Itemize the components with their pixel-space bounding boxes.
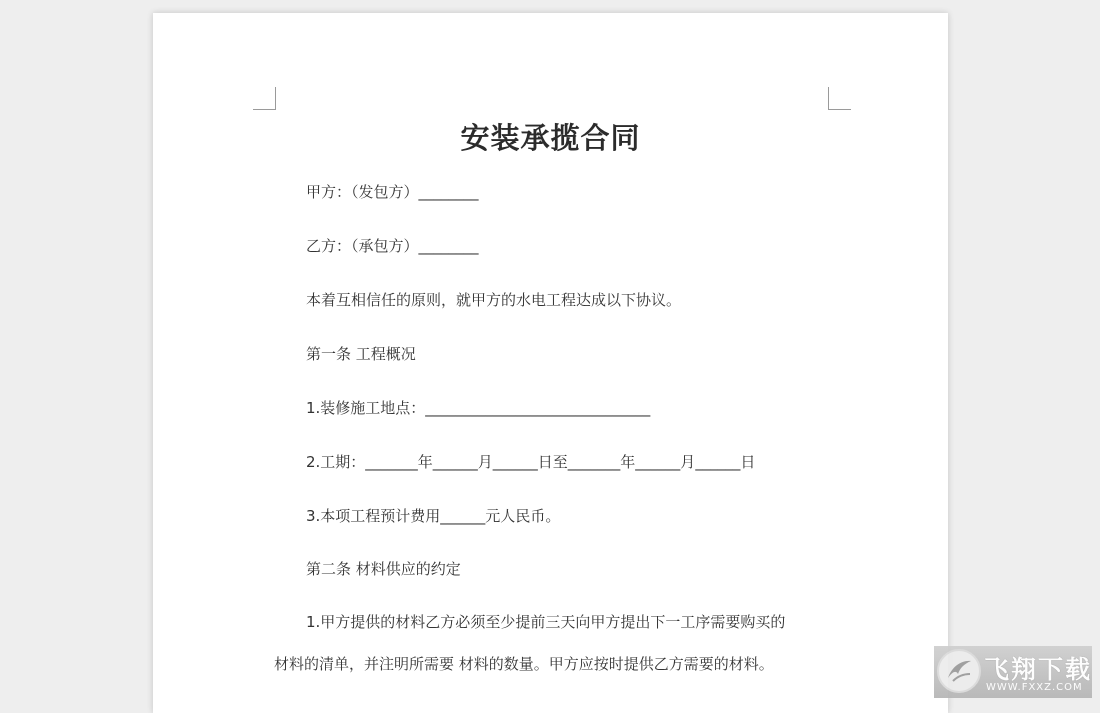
watermark-logo xyxy=(934,646,1092,698)
materials-line-2: 材料的清单，并注明所需要 材料的数量。甲方应按时提供乙方需要的材料。 xyxy=(274,655,774,673)
party-a-line: 甲方：（发包方）________ xyxy=(306,183,479,201)
margin-corner-top-left xyxy=(253,87,276,110)
schedule-line: 2.工期：_______年______月______日至_______年______月______日 xyxy=(306,453,756,471)
party-b-line: 乙方：（承包方）________ xyxy=(306,237,479,255)
construction-site-line: 1.装修施工地点：______________________________ xyxy=(306,399,651,417)
bird-logo-icon xyxy=(937,649,981,693)
article-two-heading: 第二条 材料供应的约定 xyxy=(306,560,461,578)
margin-corner-top-right xyxy=(828,87,851,110)
article-one-heading: 第一条 工程概况 xyxy=(306,345,416,363)
watermark-url: WWW.FXXZ.COM xyxy=(986,682,1083,693)
preamble-line: 本着互相信任的原则，就甲方的水电工程达成以下协议。 xyxy=(306,291,682,309)
document-page xyxy=(153,13,948,713)
cost-line: 3.本项工程预计费用______元人民币。 xyxy=(306,507,561,525)
watermark-name: 飞翔下载 xyxy=(984,655,1093,684)
document-title: 安装承揽合同 xyxy=(460,121,641,155)
materials-line-1: 1.甲方提供的材料乙方必须至少提前三天向甲方提出下一工序需要购买的 xyxy=(306,613,786,631)
